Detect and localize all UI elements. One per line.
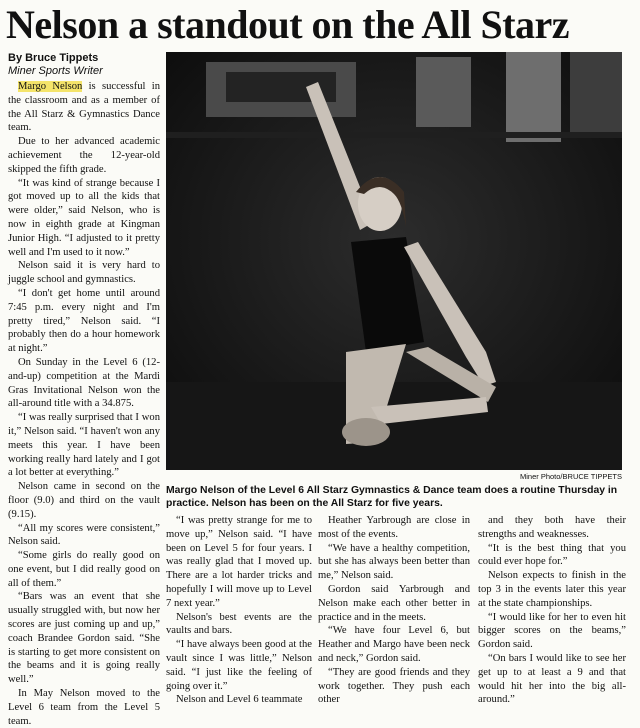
article-paragraph: “It was kind of strange because I got moved up to all the kids that were older,” said Nelson, who is now in eighth grade at Kingman Junior High. “I adjusted to it pretty well and I'm used to it now.” [8,177,160,258]
gymnast-photo [166,52,622,470]
article-paragraph: Nelson came in second on the floor (9.0) and third on the vault (9.15). [8,481,160,520]
article-paragraph: “I would like for her to even hit bigger scores on the beams,” Gordon said. [478,611,626,651]
lead-text: is successful in the classroom and as a member of the All Starz & Gymnastics Dance team. [8,81,160,134]
article-paragraph: “They are good friends and they work together. They push each other [318,666,470,706]
article-paragraph: Nelson and Level 6 teammate [176,694,303,706]
article-column-4 [478,514,626,707]
article-paragraph: Heather Yarbrough are close in most of the events. [318,515,470,540]
article-paragraph: Gordon said Yarbrough and Nelson make each other better in practice and in the meets. [318,583,470,623]
article-paragraph: “Some girls do really good on one event, but I did really good on all of them.” [8,550,160,589]
photo-caption: Margo Nelson of the Level 6 All Starz Gymnastics & Dance team does a routine Thursday in practice. Nelson has been on the All Starz for five years. [166,485,618,509]
lead-paragraph [8,80,160,135]
article-paragraph: Nelson said it is very hard to juggle school and gymnastics. [8,260,160,286]
article-column-3 [318,514,470,707]
article-paragraph: “I was pretty strange for me to move up,” Nelson said. “I have been on Level 5 for four years. I was really glad that I moved up. There are a lot harder tricks and hopefully I will move up to Level 7 next year.” [166,515,312,609]
article-paragraph: “I don't get home until around 7:45 p.m. every night and I'm pretty tired,” Nelson said. “I probably then do a hour homework at night.” [8,287,160,355]
article-paragraph: In May Nelson moved to the Level 6 team from the Level 5 team. [8,688,160,727]
article-paragraph: “Bars was an event that she usually struggled with, but now her scores are just coming up and up,” coach Brandee Gordon said. “She is starting to get more consistent on the beams and it is going really well.” [8,591,160,686]
article-paragraph: “We have four Level 6, but Heather and Margo have been neck and neck,” Gordon said. [318,625,470,664]
byline [8,52,158,78]
article-paragraph: “I was really surprised that I won it,” Nelson said. “I haven't won any meets this year. I have been working really hard lately and I got a lot better at everything.” [8,412,160,479]
article-paragraph: “We have a healthy competition, but she has always been better than me,” Nelson said. [318,542,470,582]
photo-credit-name: BRUCE TIPPETS [562,472,622,481]
article-paragraph: and they both have their strengths and weaknesses. [478,515,626,540]
byline-role: Miner Sports Writer [8,65,103,77]
highlighted-name: Margo Nelson [18,81,83,92]
article-paragraph: “All my scores were consistent,” Nelson said. [8,522,160,548]
article-paragraph: “It is the best thing that you could ever hope for.” [478,542,626,568]
byline-author: By Bruce Tippets [8,52,99,64]
article-paragraph: Due to her advanced academic achievement the 12-year-old skipped the fifth grade. [8,136,160,175]
article-paragraph: On Sunday in the Level 6 (12-and-up) competition at the Mardi Gras Invitational Nelson won the all-around title with a 34.875. [8,356,160,410]
article-paragraph: Nelson expects to finish in the top 3 in the events later this year at the state championships. [478,570,626,609]
photo-image [166,52,622,470]
article-paragraph: Nelson's best events are the vaults and bars. [166,611,312,637]
article-column-1 [8,80,160,728]
photo-credit-prefix: Miner Photo/ [520,472,563,481]
article-paragraph: “On bars I would like to see her get up to at least a 9 and that would hit her into the big all-around.” [478,652,626,706]
headline: Nelson a standout on the All Starz [6,2,570,47]
photo-credit [166,472,622,482]
article-column-2 [166,514,312,707]
article-paragraph: “I have always been good at the vault since I was little,” Nelson said. “I just like the feeling of going over it.” [166,639,312,692]
